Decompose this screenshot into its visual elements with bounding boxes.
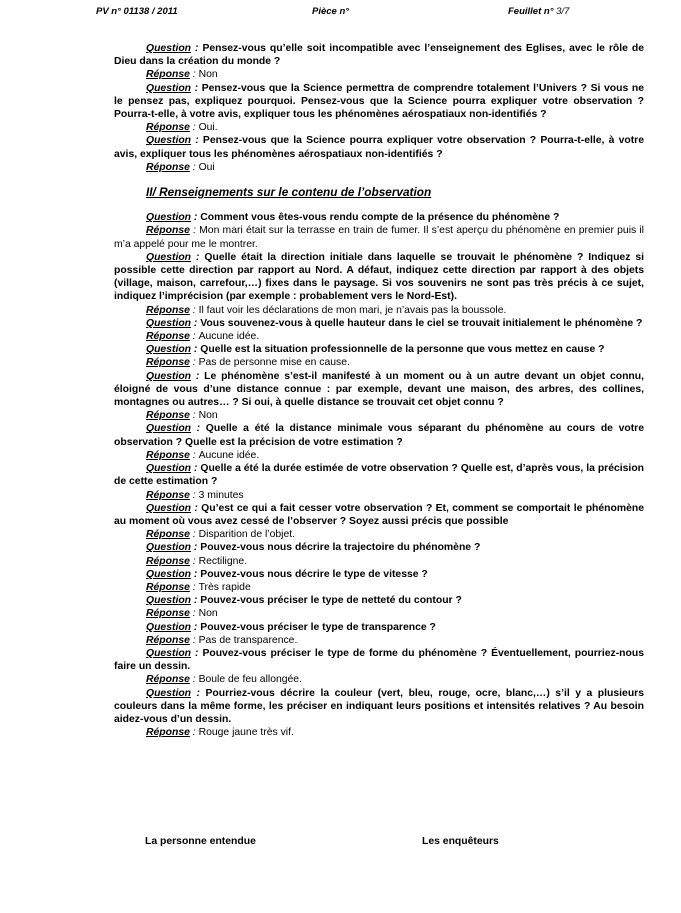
question-label: Question xyxy=(146,595,192,607)
answer-label: Réponse xyxy=(146,331,190,343)
answer-label: Réponse xyxy=(146,674,190,686)
answer-text: Pas de transparence. xyxy=(198,634,298,646)
question-label: Question xyxy=(146,43,192,54)
answer-label: Réponse xyxy=(146,410,190,422)
answer-label: Réponse xyxy=(146,555,190,567)
question-item xyxy=(114,502,644,528)
question-text: Le phénomène s’est-il manifesté à un moment ou à un autre devant un objet connu, éloigné de vous d’une distance connue : par exemple, devant une maison, des arbres, des collines, montagnes ou autres… ? Si oui, à quelle distance se trouvait cet objet connu ? xyxy=(114,370,645,409)
label-separator: : xyxy=(191,317,201,329)
answer-text: Aucune idée. xyxy=(198,449,260,461)
answer-text: Disparition de l’objet. xyxy=(198,529,296,541)
question-item xyxy=(114,343,644,356)
question-label: Question xyxy=(146,212,192,224)
feuillet-number xyxy=(508,6,569,17)
part1-qa xyxy=(114,42,644,174)
label-separator: : xyxy=(189,489,199,501)
question-label: Question xyxy=(146,344,192,356)
label-separator: : xyxy=(189,634,199,646)
label-separator: : xyxy=(191,370,205,382)
answer-item xyxy=(114,489,644,502)
label-separator: : xyxy=(189,727,199,739)
label-separator: : xyxy=(189,225,200,237)
question-item xyxy=(114,647,644,673)
question-item xyxy=(114,594,644,607)
question-item xyxy=(114,82,644,122)
answer-item xyxy=(114,304,644,317)
signature-investigators: Les enquêteurs xyxy=(422,836,499,847)
label-separator: : xyxy=(189,608,199,620)
label-separator: : xyxy=(191,568,201,580)
label-separator: : xyxy=(191,212,201,224)
question-text: Quelle est la situation professionnelle de la personne que vous mettez en cause ? xyxy=(200,344,605,356)
answer-text: Rectiligne. xyxy=(198,555,248,567)
label-separator: : xyxy=(189,581,199,593)
question-text: Vous souvenez-vous à quelle hauteur dans le ciel se trouvait initialement le phénomène ? xyxy=(200,317,643,329)
question-text: Comment vous êtes-vous rendu compte de la présence du phénomène ? xyxy=(200,212,560,224)
question-label: Question xyxy=(146,621,192,633)
label-separator: : xyxy=(189,555,199,567)
interview-content xyxy=(114,42,644,739)
answer-text: Non xyxy=(198,608,218,620)
question-label: Question xyxy=(146,502,192,514)
label-separator: : xyxy=(191,647,203,659)
answer-label: Réponse xyxy=(146,727,190,739)
answer-text: Non xyxy=(198,410,218,422)
label-separator: : xyxy=(189,122,199,134)
answer-item xyxy=(114,121,644,134)
question-label: Question xyxy=(146,423,192,435)
question-label: Question xyxy=(146,135,192,147)
answer-label: Réponse xyxy=(146,608,190,620)
answer-text: Très rapide xyxy=(198,581,251,593)
question-text: Pourriez-vous décrire la couleur (vert, bleu, rouge, ocre, blanc,…) s’il y a plusieurs couleurs dans la même forme, les préciser en indiquant leurs positions et intensités relatives ? Au besoin aidez-vous d’un dessin. xyxy=(114,687,644,725)
answer-text: Aucune idée. xyxy=(198,331,260,343)
question-text: Pouvez-vous nous décrire le type de vitesse ? xyxy=(200,568,428,580)
answer-text: Il faut voir les déclarations de mon mari, je n’avais pas la boussole. xyxy=(198,304,507,316)
answer-item xyxy=(114,409,644,422)
label-separator: : xyxy=(191,82,202,94)
answer-item xyxy=(114,161,644,174)
answer-item xyxy=(114,726,644,739)
question-item xyxy=(114,251,644,304)
question-text: Pensez-vous que la Science pourra expliquer votre observation ? Pourra-t-elle, à votre avis, expliquer tous les phénomènes aérospatiaux non-identifiés ? xyxy=(114,135,644,160)
question-item xyxy=(114,317,644,330)
question-item xyxy=(114,568,644,581)
answer-item xyxy=(114,673,644,686)
question-item xyxy=(114,42,644,68)
answer-label: Réponse xyxy=(146,69,190,81)
label-separator: : xyxy=(189,529,199,541)
feuillet-value: 3/7 xyxy=(556,6,570,17)
feuillet-label: Feuillet n° xyxy=(508,6,554,17)
question-text: Quelle a été la durée estimée de votre observation ? Quelle est, d’après vous, la précision de cette estimation ? xyxy=(114,463,645,488)
label-separator: : xyxy=(191,463,201,475)
question-label: Question xyxy=(146,542,192,554)
answer-item xyxy=(114,528,644,541)
answer-item xyxy=(114,224,644,250)
label-separator: : xyxy=(189,357,199,369)
answer-item xyxy=(114,68,644,81)
label-separator: : xyxy=(191,423,206,435)
label-separator: : xyxy=(189,331,199,343)
label-separator: : xyxy=(191,43,203,54)
question-item xyxy=(114,370,644,410)
answer-label: Réponse xyxy=(146,122,190,134)
label-separator: : xyxy=(191,251,205,263)
question-text: Pensez-vous que la Science permettra de comprendre totalement l’Univers ? Si vous ne le pensez pas, expliquez pourquoi. Pensez-vous que la Science pourra expliquer votre observation ? Pourra-t-elle, à votre avis, expliquer tous les phénomènes aérospatiaux non-identifiés ? xyxy=(114,82,644,121)
question-item xyxy=(114,687,644,727)
label-separator: : xyxy=(191,595,201,607)
answer-label: Réponse xyxy=(146,161,190,173)
answer-item xyxy=(114,330,644,343)
answer-text: Oui xyxy=(198,161,215,173)
label-separator: : xyxy=(189,449,199,461)
question-label: Question xyxy=(146,82,192,94)
label-separator: : xyxy=(191,542,201,554)
answer-label: Réponse xyxy=(146,489,190,501)
answer-item xyxy=(114,581,644,594)
pv-number: PV n° 01138 / 2011 xyxy=(96,6,178,17)
question-item xyxy=(114,462,644,488)
label-separator: : xyxy=(189,304,199,316)
question-text: Pouvez-vous préciser le type de forme du phénomène ? Éventuellement, pourriez-nous faire un dessin. xyxy=(114,647,644,673)
label-separator: : xyxy=(191,687,206,699)
question-label: Question xyxy=(146,370,192,382)
label-separator: : xyxy=(189,674,199,686)
question-text: Pouvez-vous préciser le type de netteté du contour ? xyxy=(200,595,462,607)
label-separator: : xyxy=(191,135,203,147)
answer-label: Réponse xyxy=(146,225,190,237)
answer-text: Oui. xyxy=(198,122,218,134)
label-separator: : xyxy=(189,69,199,81)
answer-text: 3 minutes xyxy=(198,489,244,501)
answer-item xyxy=(114,449,644,462)
answer-text: Non xyxy=(198,69,218,81)
piece-number: Pièce n° xyxy=(312,6,350,17)
question-label: Question xyxy=(146,568,192,580)
answer-item xyxy=(114,555,644,568)
question-label: Question xyxy=(146,317,192,329)
label-separator: : xyxy=(191,621,201,633)
label-separator: : xyxy=(191,344,201,356)
question-label: Question xyxy=(146,463,192,475)
answer-item xyxy=(114,356,644,369)
answer-text: Rouge jaune très vif. xyxy=(198,727,294,739)
question-text: Qu’est ce qui a fait cesser votre observation ? Et, comment se comportait le phénomène au moment où vous avez cessé de l’observer ? Soyez aussi précis que possible xyxy=(114,502,645,527)
question-item xyxy=(114,422,644,448)
answer-label: Réponse xyxy=(146,449,190,461)
answer-label: Réponse xyxy=(146,581,190,593)
answer-text: Boule de feu allongée. xyxy=(198,674,302,686)
label-separator: : xyxy=(189,161,199,173)
answer-label: Réponse xyxy=(146,529,190,541)
question-text: Pouvez-vous préciser le type de transparence ? xyxy=(200,621,436,633)
part2-qa xyxy=(114,211,644,739)
question-text: Quelle était la direction initiale dans laquelle se trouvait le phénomène ? Indiquez si possible cette direction par rapport au Nord. A défaut, indiquez cette direction par rapport à des objets (village, maison, carrefour,…) fixes dans le paysage. Si vos souvenirs ne sont pas très précis à ce sujet, indiquez l’imprécision (par exemple : probablement vers le Nord-Est). xyxy=(114,251,644,303)
question-item xyxy=(114,541,644,554)
answer-item xyxy=(114,634,644,647)
question-item xyxy=(114,621,644,634)
answer-label: Réponse xyxy=(146,357,190,369)
question-text: Quelle a été la distance minimale vous séparant du phénomène au cours de votre observation ? Quelle est la précision de votre estimation ? xyxy=(114,423,644,448)
signature-witness: La personne entendue xyxy=(145,836,256,847)
answer-text: Mon mari était sur la terrasse en train de fumer. Il s’est aperçu du phénomène en premier puis il m’a appelé pour me le montrer. xyxy=(114,225,644,250)
answer-item xyxy=(114,607,644,620)
question-item xyxy=(114,134,644,160)
question-item xyxy=(114,211,644,224)
question-text: Pouvez-vous nous décrire la trajectoire du phénomène ? xyxy=(200,542,481,554)
answer-label: Réponse xyxy=(146,304,190,316)
answer-text: Pas de personne mise en cause. xyxy=(198,357,350,369)
question-label: Question xyxy=(146,251,192,263)
section-title: II/ Renseignements sur le contenu de l’observation xyxy=(146,185,432,200)
question-label: Question xyxy=(146,687,192,699)
label-separator: : xyxy=(191,502,202,514)
question-text: Pensez-vous qu’elle soit incompatible avec l’enseignement des Eglises, avec le rôle de Dieu dans la création du monde ? xyxy=(114,43,644,68)
answer-label: Réponse xyxy=(146,634,190,646)
question-label: Question xyxy=(146,647,192,659)
label-separator: : xyxy=(189,410,199,422)
